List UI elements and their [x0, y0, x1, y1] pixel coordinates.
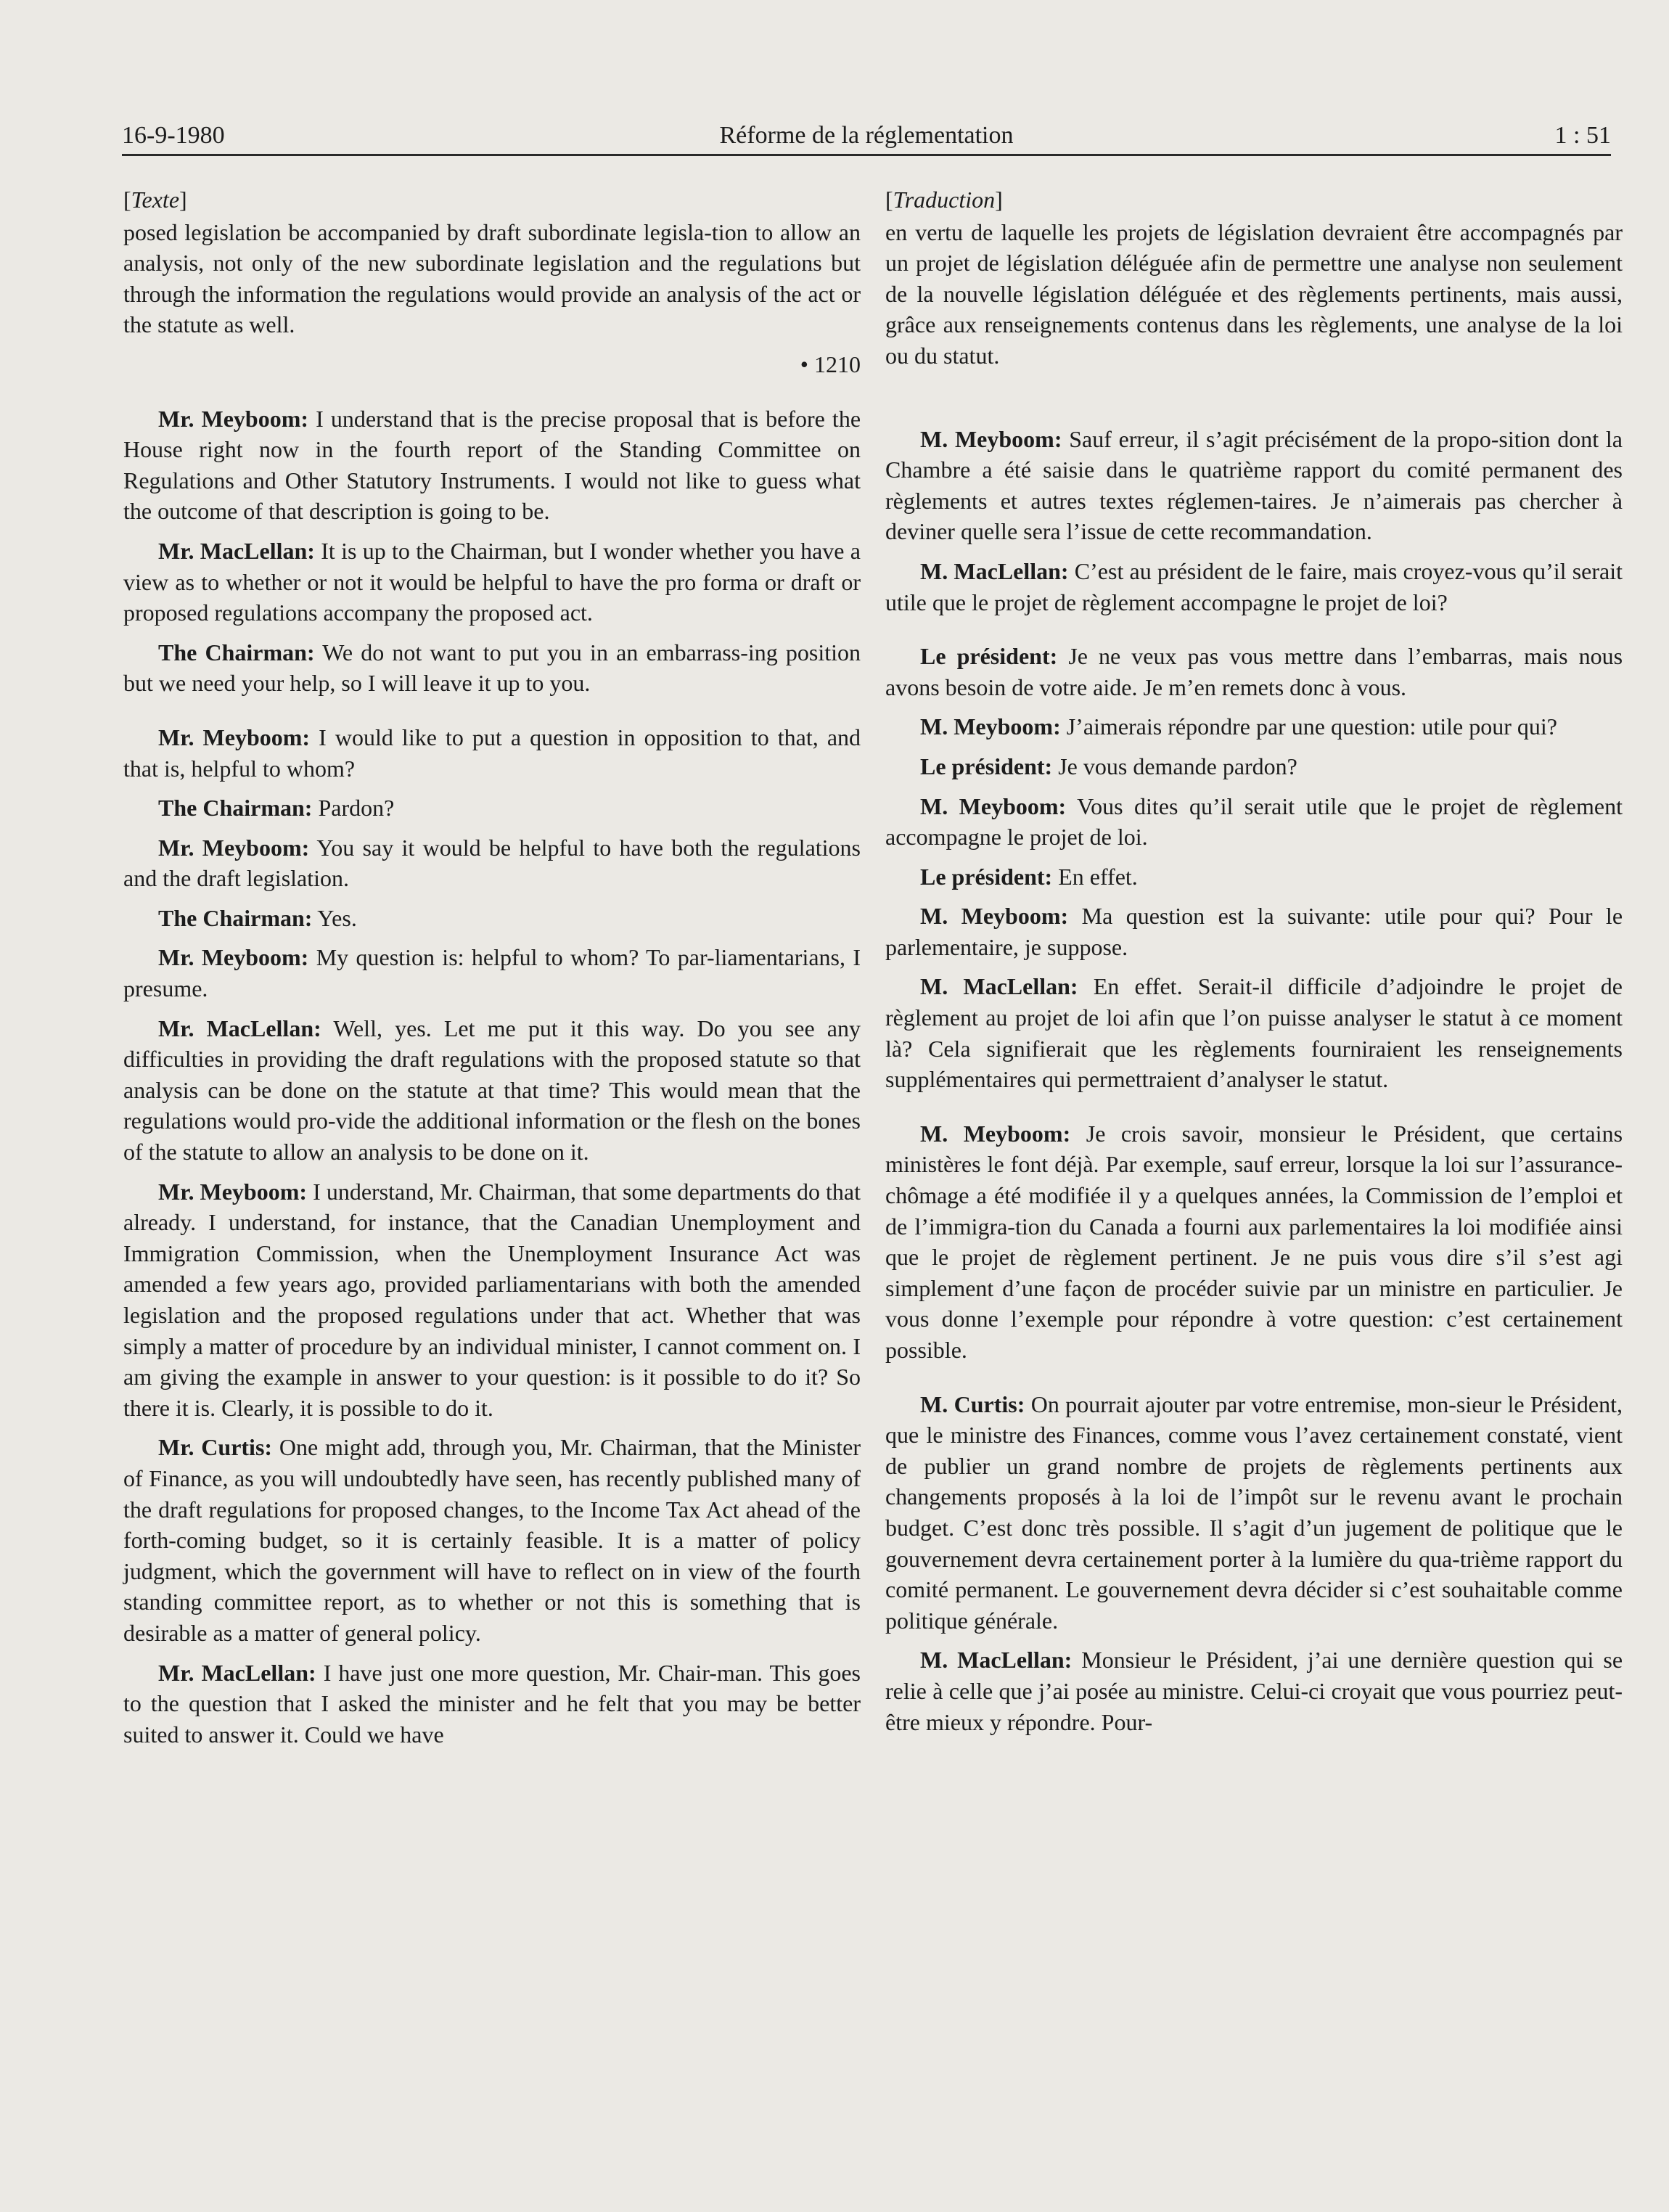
header-title: Réforme de la réglementation [719, 122, 1014, 149]
paragraph: Mr. Meyboom: You say it would be helpful to have both the regulations and the draft legislation. [123, 834, 861, 892]
continued-paragraph: posed legislation be accompanied by draft subordinate legisla-tion to allow an analysis, not only of the new subordinate legislation and the regulations but through the information the regulations would provide an analysis of the act or the statute as well. [123, 218, 861, 338]
speaker: Mr. MacLellan: [158, 1659, 316, 1686]
paragraph: The Chairman: Pardon? [158, 795, 395, 822]
paragraph: M. Meyboom: Ma question est la suivante: utile pour qui? Pour le parlementaire, je suppose. [885, 903, 1623, 960]
paragraph: Le président: Je ne veux pas vous mettre dans l’embarras, mais nous avons besoin de votre aide. Je m’en remets donc à vous. [885, 643, 1623, 700]
speaker: M. Meyboom: [920, 792, 1067, 819]
paragraph: M. MacLellan: Monsieur le Président, j’ai une dernière question qui se relie à celle que j’ai posée au ministre. Celui-ci croyait que vous pourriez peut-être mieux y répondre. Pour- [885, 1647, 1623, 1735]
left-column-english [123, 184, 861, 1758]
paragraph: M. Meyboom: Je crois savoir, monsieur le Président, que certains ministères le font déjà. Par exemple, sauf erreur, lorsque la loi sur l’assurance-chômage a été modifiée il y a quelques années, la Commission de l’emploi et de l’immigra-tion du Canada a fourni aux parlementaires la loi modifiée ainsi que le projet de règlement pertinent. Je ne puis vous dire s’il s’est agi simplement d’une façon de procéder suivie par un ministre en particulier. Je vous donne l’exemple pour répondre à votre question: c’est certainement possible. [885, 1120, 1623, 1363]
speaker: Mr. Meyboom: [158, 405, 309, 432]
paragraph: Mr. Meyboom: I understand, Mr. Chairman, that some departments do that already. I understand, for instance, that the Canadian Unemployment and Immigration Commission, when the Unemployment Insurance Act was amended a few years ago, provided parliamentarians with both the amended legislation and the proposed regulations under that act. Whether that was simply a matter of procedure by an individual minister, I cannot comment on. I am giving the example in answer to your question: is it possible to do it? So there it is. Clearly, it is possible to do it. [123, 1178, 861, 1421]
speaker: Mr. MacLellan: [158, 537, 315, 564]
speaker: The Chairman: [158, 904, 313, 931]
speaker: Le président: [920, 863, 1053, 890]
speaker: M. MacLellan: [920, 973, 1078, 1000]
paragraph: Le président: Je vous demande pardon? [920, 753, 1297, 779]
paragraph: Mr. Meyboom: My question is: helpful to whom? To par-liamentarians, I presume. [123, 944, 861, 1002]
header-page-number: 1 : 51 [1554, 122, 1611, 149]
speaker: Mr. Curtis: [158, 1434, 273, 1461]
paragraph: Mr. Meyboom: I would like to put a question in opposition to that, and that is, helpful to whom? [123, 724, 861, 782]
time-marker: • 1210 [800, 351, 861, 377]
paragraph: Mr. MacLellan: It is up to the Chairman, but I wonder whether you have a view as to whether or not it would be helpful to have the pro forma or draft or proposed regulations accompany the proposed act. [123, 537, 861, 626]
paragraph: M. MacLellan: En effet. Serait-il difficile d’adjoindre le projet de règlement au projet de loi afin que l’on puisse analyser le statut à ce moment là? Cela signifierait que les règlements fourniraient les renseignements supplémentaires qui permettraient d’analyser le statut. [885, 973, 1623, 1093]
speaker: Mr. Meyboom: [158, 724, 311, 750]
paragraph: Mr. MacLellan: Well, yes. Let me put it this way. Do you see any difficulties in providing the draft regulations with the proposed statute so that analysis can be done on the statute at that time? This would mean that the regulations would pro-vide the additional information or the flesh on the bones of the statute to allow an analysis to be done on it. [123, 1015, 861, 1166]
paragraph: The Chairman: We do not want to put you in an embarrass-ing position but we need your help, so I will leave it up to you. [123, 639, 861, 697]
paragraph: The Chairman: Yes. [158, 904, 357, 931]
paragraph: M. Meyboom: Vous dites qu’il serait utile que le projet de règlement accompagne le projet de loi. [885, 792, 1623, 851]
paragraph: M. Meyboom: Sauf erreur, il s’agit précisément de la propo-sition dont la Chambre a été saisie dans le quatrième rapport du comité permanent des règlements et autres textes réglemen-taires. Je n’aimerais pas chercher à deviner quelle sera l’issue de cette recommandation. [885, 425, 1623, 545]
speaker: Mr. Meyboom: [158, 944, 309, 971]
page-header [122, 103, 1611, 156]
paragraph: Mr. MacLellan: I have just one more question, Mr. Chair-man. This goes to the question that I asked the minister and he felt that you may be better suited to answer it. Could we have [123, 1659, 861, 1748]
speaker: M. MacLellan: [920, 557, 1069, 584]
speaker: M. Meyboom: [920, 1120, 1071, 1147]
speaker: M. Meyboom: [920, 713, 1061, 740]
speaker: The Chairman: [158, 639, 315, 665]
column-label: [Texte] [123, 187, 187, 213]
paragraph: M. MacLellan: C’est au président de le faire, mais croyez-vous qu’il serait utile que le projet de règlement accompagne le projet de loi? [885, 557, 1623, 615]
speaker: M. Curtis: [920, 1390, 1025, 1417]
column-label: [Traduction] [885, 187, 1003, 213]
speaker: Mr. Meyboom: [158, 834, 310, 861]
speaker: Mr. MacLellan: [158, 1015, 321, 1041]
continued-paragraph: en vertu de laquelle les projets de législation devraient être accompagnés par un projet de législation déléguée afin de permettre une analyse non seulement de la nouvelle législation déléguée et des règlements pertinents, mais aussi, grâce aux renseignements contenus dans les règlements, une analyse de la loi ou du statut. [885, 218, 1623, 369]
speaker: M. Meyboom: [920, 425, 1062, 452]
right-column-french [885, 184, 1623, 1746]
speaker: Le président: [920, 643, 1058, 670]
paragraph: Le président: En effet. [920, 863, 1138, 890]
paragraph: Mr. Curtis: One might add, through you, Mr. Chairman, that the Minister of Finance, as you will undoubtedly have seen, has recently published many of the draft regulations for proposed changes, to the Income Tax Act ahead of the forth-coming budget, so it is certainly feasible. It is a matter of policy judgment, which the government will have to reflect on in view of the fourth standing committee report, as to whether or not this is something that is desirable as a matter of general policy. [123, 1434, 861, 1646]
speaker: Mr. Meyboom: [158, 1178, 308, 1205]
header-date: 16-9-1980 [122, 122, 225, 149]
paragraph: M. Meyboom: J’aimerais répondre par une question: utile pour qui? [920, 713, 1557, 740]
speaker: M. MacLellan: [920, 1647, 1073, 1674]
paragraph: M. Curtis: On pourrait ajouter par votre entremise, mon-sieur le Président, que le ministre des Finances, comme vous l’avez certainement constaté, vient de publier un grand nombre de projets de règlements pertinents aux changements proposés à la loi de l’impôt sur le revenu avant le prochain budget. C’est donc très possible. Il s’agit d’un jugement de politique que le gouvernement devra certainement porter à la lumière du qua-trième rapport du comité permanent. Le gouvernement devra décider si c’est souhaitable comme politique générale. [885, 1390, 1623, 1634]
speaker: Le président: [920, 753, 1053, 779]
paragraph: Mr. Meyboom: I understand that is the precise proposal that is before the House right now in the fourth report of the Standing Committee on Regulations and Other Statutory Instruments. I would not like to guess what the outcome of that description is going to be. [123, 405, 861, 525]
speaker: M. Meyboom: [920, 903, 1069, 930]
speaker: The Chairman: [158, 795, 313, 822]
